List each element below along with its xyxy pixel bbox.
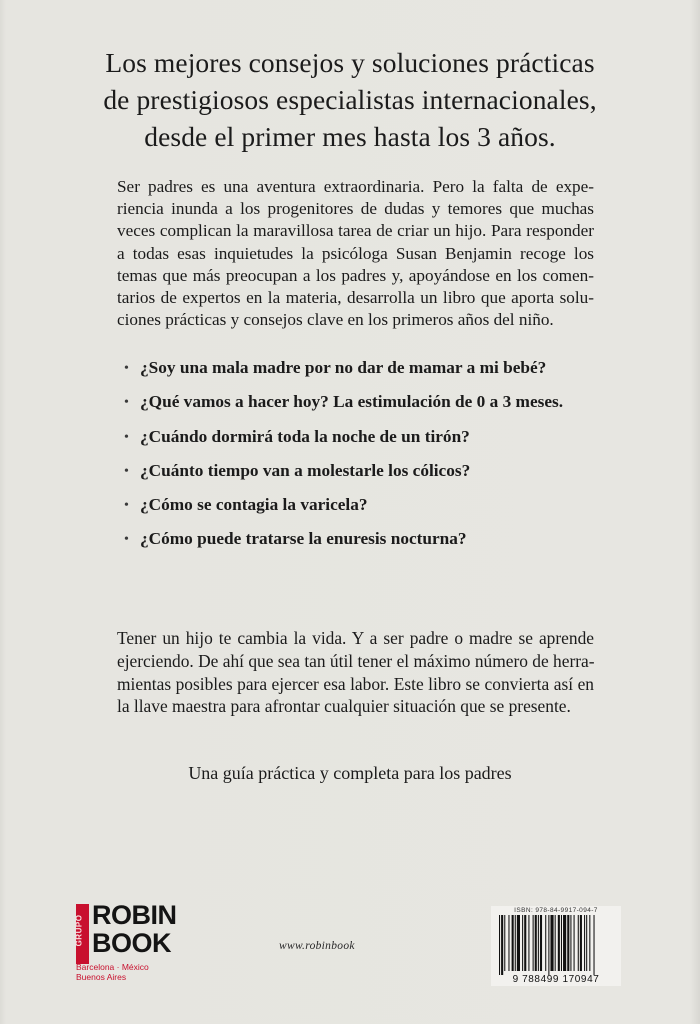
bullet-icon: • bbox=[124, 395, 129, 411]
barcode-bar bbox=[501, 915, 503, 975]
barcode-bar bbox=[499, 915, 500, 975]
publisher-word-book: BOOK bbox=[92, 928, 171, 958]
intro-line: ciones prácticas y consejos clave en los primeros años del niño. bbox=[117, 310, 554, 330]
question-text: ¿Qué vamos a hacer hoy? La estimulación de 0 a 3 meses. bbox=[140, 392, 564, 412]
closing-line: mientas posibles para ejercer esa labor. Este libro se convierta así en bbox=[117, 673, 594, 694]
question-text: ¿Cómo se contagia la varicela? bbox=[140, 495, 368, 515]
barcode-bar bbox=[533, 915, 534, 971]
closing-line: la llave maestra para afrontar cualquier situación que se presente. bbox=[117, 696, 571, 717]
barcode-bar bbox=[545, 915, 546, 971]
list-item bbox=[124, 495, 614, 529]
barcode-bar bbox=[535, 915, 537, 971]
headline-line: desde el primer mes hasta los 3 años. bbox=[144, 121, 556, 152]
intro-line: tarios de expertos en la materia, desarrolla un libro que aporta solu- bbox=[117, 288, 594, 308]
closing-line: Tener un hijo te cambia la vida. Y a ser padre o madre se aprende bbox=[117, 628, 594, 648]
barcode-bar bbox=[515, 915, 516, 971]
list-item bbox=[124, 358, 614, 392]
closing-paragraph bbox=[117, 627, 594, 718]
barcode-bar bbox=[594, 915, 595, 975]
intro-line: veces complican la maravillosa tarea de criar un hijo. Para responder bbox=[117, 221, 594, 241]
barcode-bar bbox=[586, 915, 587, 971]
barcode-bar bbox=[578, 915, 579, 971]
barcode-bar bbox=[563, 915, 566, 971]
publisher-cities-line: Buenos Aires bbox=[76, 972, 127, 982]
barcode-bar bbox=[574, 915, 575, 971]
barcode-bar bbox=[512, 915, 514, 971]
question-text: ¿Cuándo dormirá toda la noche de un tirón? bbox=[140, 426, 470, 446]
bullet-icon: • bbox=[124, 429, 129, 445]
list-item bbox=[124, 529, 614, 563]
closing-line: ejerciendo. De ahí que sea tan útil tener el máximo número de herra- bbox=[117, 650, 595, 671]
barcode-bar bbox=[540, 915, 542, 971]
question-text: ¿Cuánto tiempo van a molestarle los cólicos? bbox=[140, 460, 471, 480]
intro-line: a todas esas inquietudes la psicóloga Susan Benjamin recoge los bbox=[117, 243, 594, 263]
publisher-band bbox=[76, 904, 89, 964]
bullet-icon: • bbox=[124, 532, 129, 548]
list-item bbox=[124, 427, 614, 461]
headline-line: Los mejores consejos y soluciones prácticas bbox=[105, 47, 595, 78]
barcode-bar bbox=[584, 915, 585, 971]
publisher-cities-line: Barcelona · México bbox=[76, 962, 149, 972]
barcode-bar bbox=[567, 915, 569, 971]
barcode-bar bbox=[517, 915, 520, 971]
barcode-bar bbox=[550, 915, 553, 971]
barcode-bar bbox=[524, 915, 526, 971]
barcode bbox=[491, 906, 621, 986]
barcode-bar bbox=[508, 915, 509, 971]
list-item bbox=[124, 392, 614, 426]
barcode-bar bbox=[570, 915, 571, 971]
barcode-bar bbox=[580, 915, 582, 971]
list-item bbox=[124, 461, 614, 495]
barcode-bar bbox=[561, 915, 562, 971]
barcode-bar bbox=[558, 915, 560, 971]
publisher-website: www.robinbook bbox=[279, 940, 355, 952]
question-list bbox=[124, 358, 614, 564]
ean-number: 9 788499 170947 bbox=[512, 974, 600, 985]
barcode-bars bbox=[491, 915, 621, 975]
barcode-bar bbox=[589, 915, 590, 971]
intro-line: temas que más preocupan a los padres y, apoyándose en los comen- bbox=[117, 265, 594, 285]
intro-line: Ser padres es una aventura extraordinaria. Pero la falta de expe- bbox=[117, 177, 594, 196]
bullet-icon: • bbox=[124, 498, 129, 514]
bullet-icon: • bbox=[124, 361, 129, 376]
barcode-bar bbox=[548, 915, 549, 975]
isbn-text: ISBN: 978-84-9917-094-7 bbox=[514, 907, 598, 914]
bullet-icon: • bbox=[124, 463, 129, 479]
barcode-bar bbox=[504, 915, 505, 971]
barcode-bar bbox=[555, 915, 556, 971]
publisher-band-text: GRUPO bbox=[74, 914, 84, 947]
headline bbox=[40, 44, 660, 155]
tagline: Una guía práctica y completa para los padres bbox=[188, 763, 512, 783]
barcode-bar bbox=[528, 915, 529, 971]
intro-paragraph bbox=[117, 176, 594, 331]
intro-line: riencia inunda a los progenitores de dudas y temores que muchas bbox=[117, 199, 594, 219]
barcode-bar bbox=[522, 915, 523, 971]
publisher-logo bbox=[76, 902, 176, 984]
question-text: ¿Soy una mala madre por no dar de mamar a mi bebé? bbox=[140, 358, 547, 377]
publisher-cities bbox=[76, 962, 176, 982]
question-text: ¿Cómo puede tratarse la enuresis nocturna? bbox=[140, 529, 467, 549]
barcode-bar bbox=[538, 915, 539, 971]
headline-line: de prestigiosos especialistas internacionales, bbox=[103, 84, 597, 115]
publisher-word-robin: ROBIN bbox=[92, 900, 177, 930]
